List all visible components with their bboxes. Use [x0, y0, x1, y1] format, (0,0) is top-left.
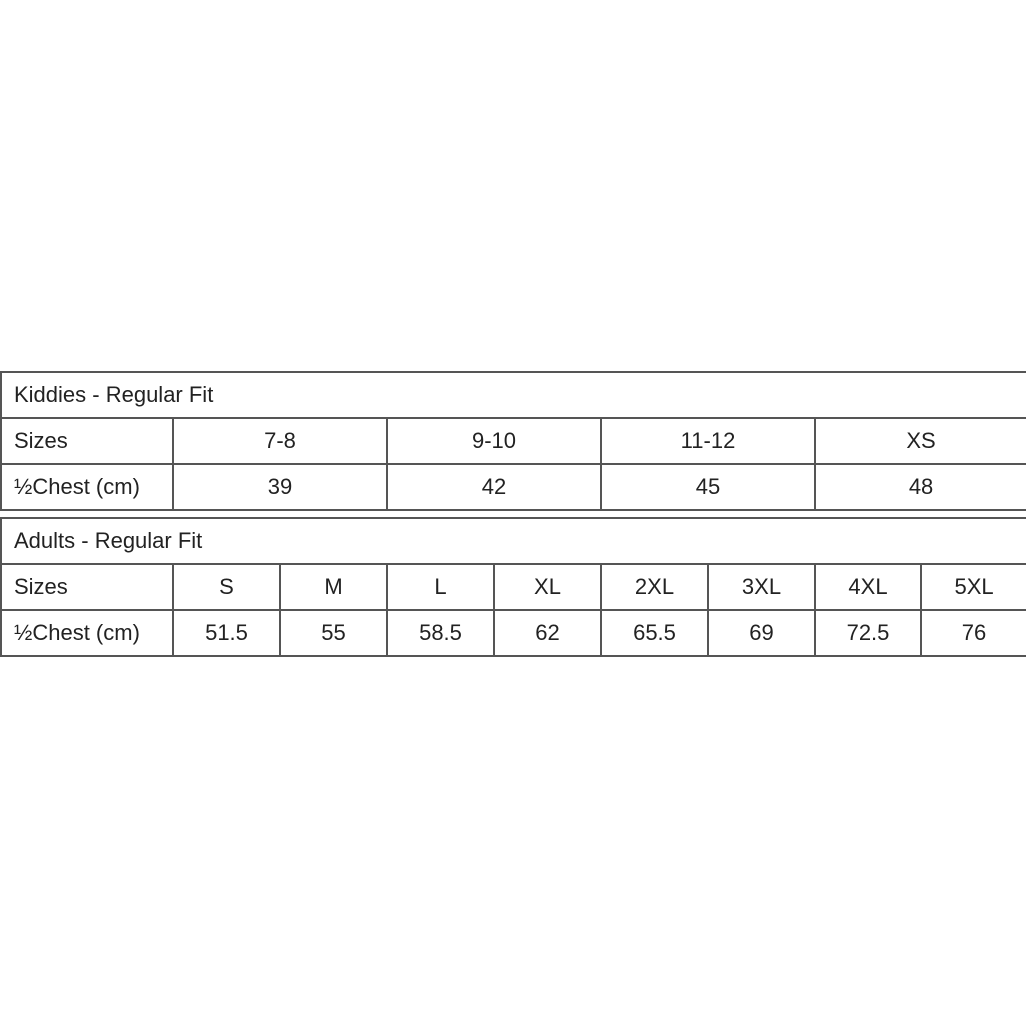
adults-sizes-label: Sizes — [1, 564, 173, 610]
kiddies-chest-cell: 39 — [173, 464, 387, 510]
adults-chest-cell: 62 — [494, 610, 601, 656]
adults-chest-cell: 72.5 — [815, 610, 921, 656]
adults-chest-cell: 55 — [280, 610, 387, 656]
adults-chest-cell: 65.5 — [601, 610, 708, 656]
adults-size-cell: 2XL — [601, 564, 708, 610]
adults-size-cell: XL — [494, 564, 601, 610]
kiddies-size-table — [0, 371, 1026, 511]
kiddies-chest-cell: 45 — [601, 464, 815, 510]
adults-chest-row — [1, 610, 1026, 656]
adults-size-cell: M — [280, 564, 387, 610]
adults-chest-cell: 69 — [708, 610, 815, 656]
adults-size-cell: S — [173, 564, 280, 610]
adults-title: Adults - Regular Fit — [1, 518, 1026, 564]
adults-sizes-row — [1, 564, 1026, 610]
adults-size-cell: 3XL — [708, 564, 815, 610]
adults-size-cell: 5XL — [921, 564, 1026, 610]
adults-title-row — [1, 518, 1026, 564]
kiddies-chest-label: ½Chest (cm) — [1, 464, 173, 510]
kiddies-size-cell: 9-10 — [387, 418, 601, 464]
adults-chest-label: ½Chest (cm) — [1, 610, 173, 656]
adults-size-table — [0, 517, 1026, 657]
kiddies-chest-cell: 48 — [815, 464, 1026, 510]
adults-chest-cell: 76 — [921, 610, 1026, 656]
kiddies-sizes-row — [1, 418, 1026, 464]
kiddies-chest-row — [1, 464, 1026, 510]
adults-chest-cell: 58.5 — [387, 610, 494, 656]
adults-size-cell: L — [387, 564, 494, 610]
kiddies-size-cell: 11-12 — [601, 418, 815, 464]
kiddies-size-cell: 7-8 — [173, 418, 387, 464]
kiddies-title-row — [1, 372, 1026, 418]
adults-chest-cell: 51.5 — [173, 610, 280, 656]
kiddies-chest-cell: 42 — [387, 464, 601, 510]
adults-size-cell: 4XL — [815, 564, 921, 610]
kiddies-title: Kiddies - Regular Fit — [1, 372, 1026, 418]
kiddies-size-cell: XS — [815, 418, 1026, 464]
kiddies-sizes-label: Sizes — [1, 418, 173, 464]
